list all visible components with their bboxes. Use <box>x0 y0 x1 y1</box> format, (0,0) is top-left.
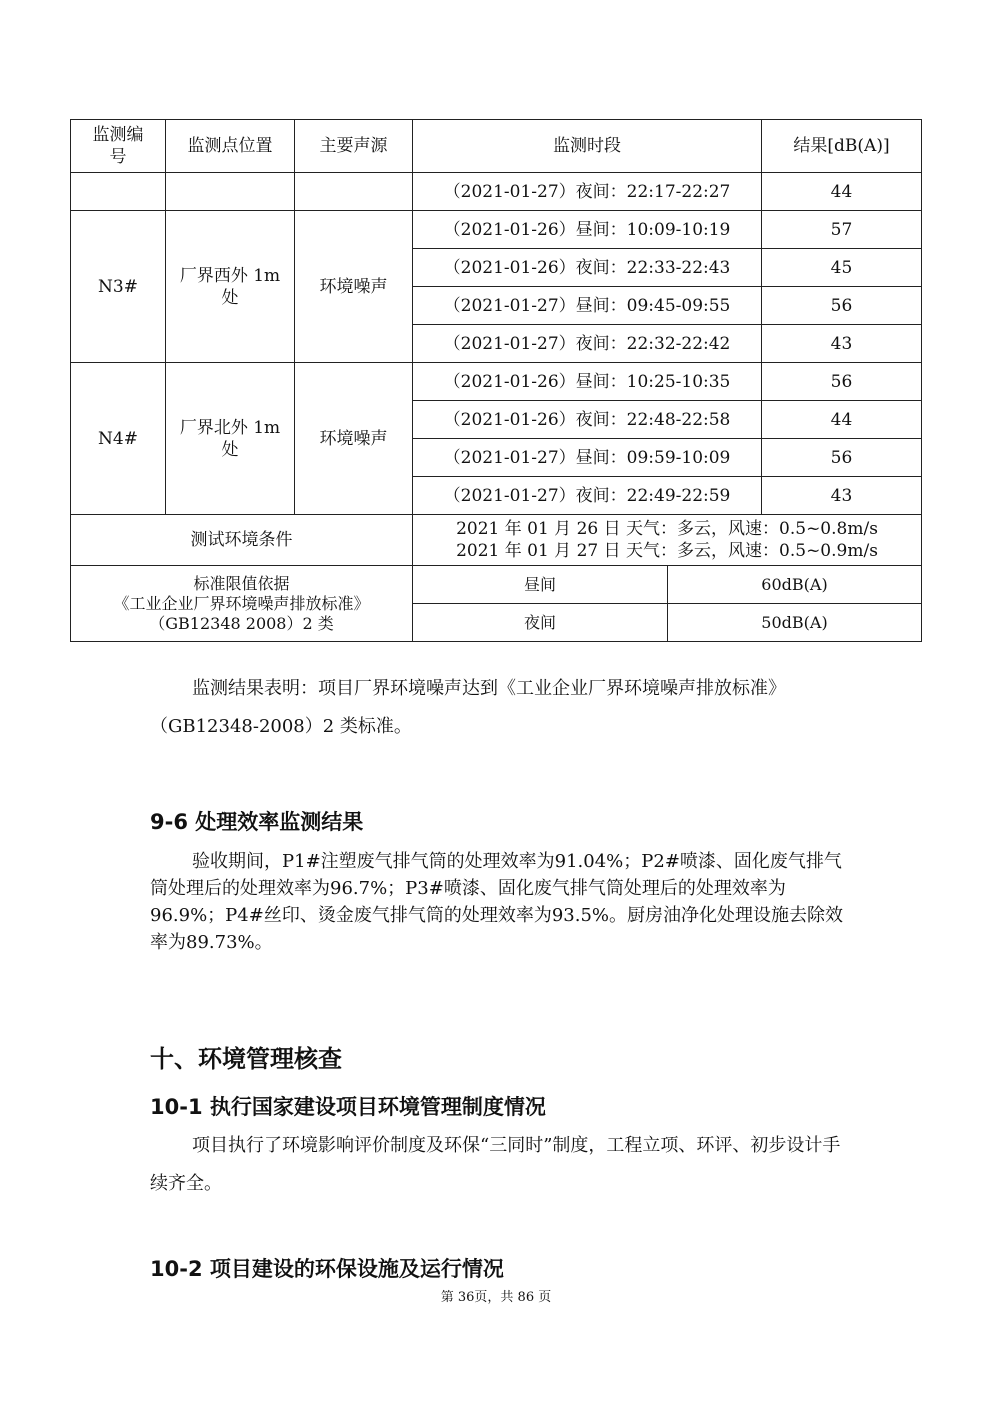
conditions-line: 2021 年 01 月 27 日 天气：多云，风速：0.5~0.9m/s <box>456 541 878 561</box>
header-period: 监测时段 <box>413 120 762 173</box>
table-row <box>71 211 922 249</box>
cell-empty <box>295 173 413 211</box>
conclusion-paragraph: 监测结果表明：项目厂界环境噪声达到《工业企业厂界环境噪声排放标准》（GB12348-2008）2 类标准。 <box>150 678 786 737</box>
night-limit-value: 50dB(A) <box>668 604 922 642</box>
cell-monitor-id: N3# <box>71 211 166 363</box>
cell-period: （2021-01-26）昼间：10:25-10:35 <box>413 363 762 401</box>
table-row <box>71 363 922 401</box>
cell-period: （2021-01-27）夜间：22:32-22:42 <box>413 325 762 363</box>
cell-result: 45 <box>762 249 922 287</box>
standard-basis <box>71 566 413 642</box>
section-10-2-title: 10-2 项目建设的环保设施及运行情况 <box>150 1257 504 1281</box>
header-result: 结果[dB(A)] <box>762 120 922 173</box>
section-10-1-title: 10-1 执行国家建设项目环境管理制度情况 <box>150 1095 546 1119</box>
header-sound-source: 主要声源 <box>295 120 413 173</box>
cell-period: （2021-01-26）夜间：22:48-22:58 <box>413 401 762 439</box>
section-10-1-body: 项目执行了环境影响评价制度及环保“三同时”制度，工程立项、环评、初步设计手续齐全。 <box>150 1135 841 1194</box>
night-label: 夜间 <box>413 604 668 642</box>
cell-sound-source: 环境噪声 <box>295 211 413 363</box>
noise-monitoring-table <box>70 119 922 642</box>
day-label: 昼间 <box>413 566 668 604</box>
cell-result: 56 <box>762 439 922 477</box>
cell-monitor-id: N4# <box>71 363 166 515</box>
cell-result: 43 <box>762 325 922 363</box>
cell-result: 44 <box>762 173 922 211</box>
cell-period: （2021-01-27）昼间：09:59-10:09 <box>413 439 762 477</box>
cell-empty <box>166 173 295 211</box>
standard-line: （GB12348 2008）2 类 <box>149 613 334 633</box>
cell-result: 56 <box>762 287 922 325</box>
cell-location: 厂界西外 1m 处 <box>166 211 295 363</box>
chapter-10-title: 十、环境管理核查 <box>150 1045 342 1073</box>
table-header-row <box>71 120 922 173</box>
conditions-label: 测试环境条件 <box>71 515 413 566</box>
standard-line: 《工业企业厂界环境噪声排放标准》 <box>113 593 370 613</box>
cell-period: （2021-01-27）夜间：22:49-22:59 <box>413 477 762 515</box>
section-9-6-title: 9-6 处理效率监测结果 <box>150 810 364 834</box>
conditions-line: 2021 年 01 月 26 日 天气：多云，风速：0.5~0.8m/s <box>456 519 878 539</box>
standard-limit-row <box>71 566 922 604</box>
page-footer: 第 36页，共 86 页 <box>440 1290 552 1305</box>
cell-period: （2021-01-26）夜间：22:33-22:43 <box>413 249 762 287</box>
cell-period: （2021-01-27）昼间：09:45-09:55 <box>413 287 762 325</box>
cell-sound-source: 环境噪声 <box>295 363 413 515</box>
cell-period: （2021-01-26）昼间：10:09-10:19 <box>413 211 762 249</box>
cell-result: 43 <box>762 477 922 515</box>
cell-result: 57 <box>762 211 922 249</box>
section-9-6-body: 验收期间，P1#注塑废气排气筒的处理效率为91.04%；P2#喷漆、固化废气排气筒处理后的处理效率为96.7%；P3#喷漆、固化废气排气筒处理后的处理效率为96.9%；P4#丝印、烫金废气排气筒的处理效率为93.5%。厨房油净化处理设施去除效率为89.73%。 <box>150 851 844 953</box>
cell-empty <box>71 173 166 211</box>
standard-line: 标准限值依据 <box>193 573 290 593</box>
table-row <box>71 173 922 211</box>
cell-result: 44 <box>762 401 922 439</box>
cell-location: 厂界北外 1m 处 <box>166 363 295 515</box>
header-location: 监测点位置 <box>166 120 295 173</box>
day-limit-value: 60dB(A) <box>668 566 922 604</box>
cell-result: 56 <box>762 363 922 401</box>
conditions-row <box>71 515 922 566</box>
conditions-value <box>413 515 922 566</box>
cell-period: （2021-01-27）夜间：22:17-22:27 <box>413 173 762 211</box>
header-monitor-id: 监测编号 <box>71 120 166 173</box>
